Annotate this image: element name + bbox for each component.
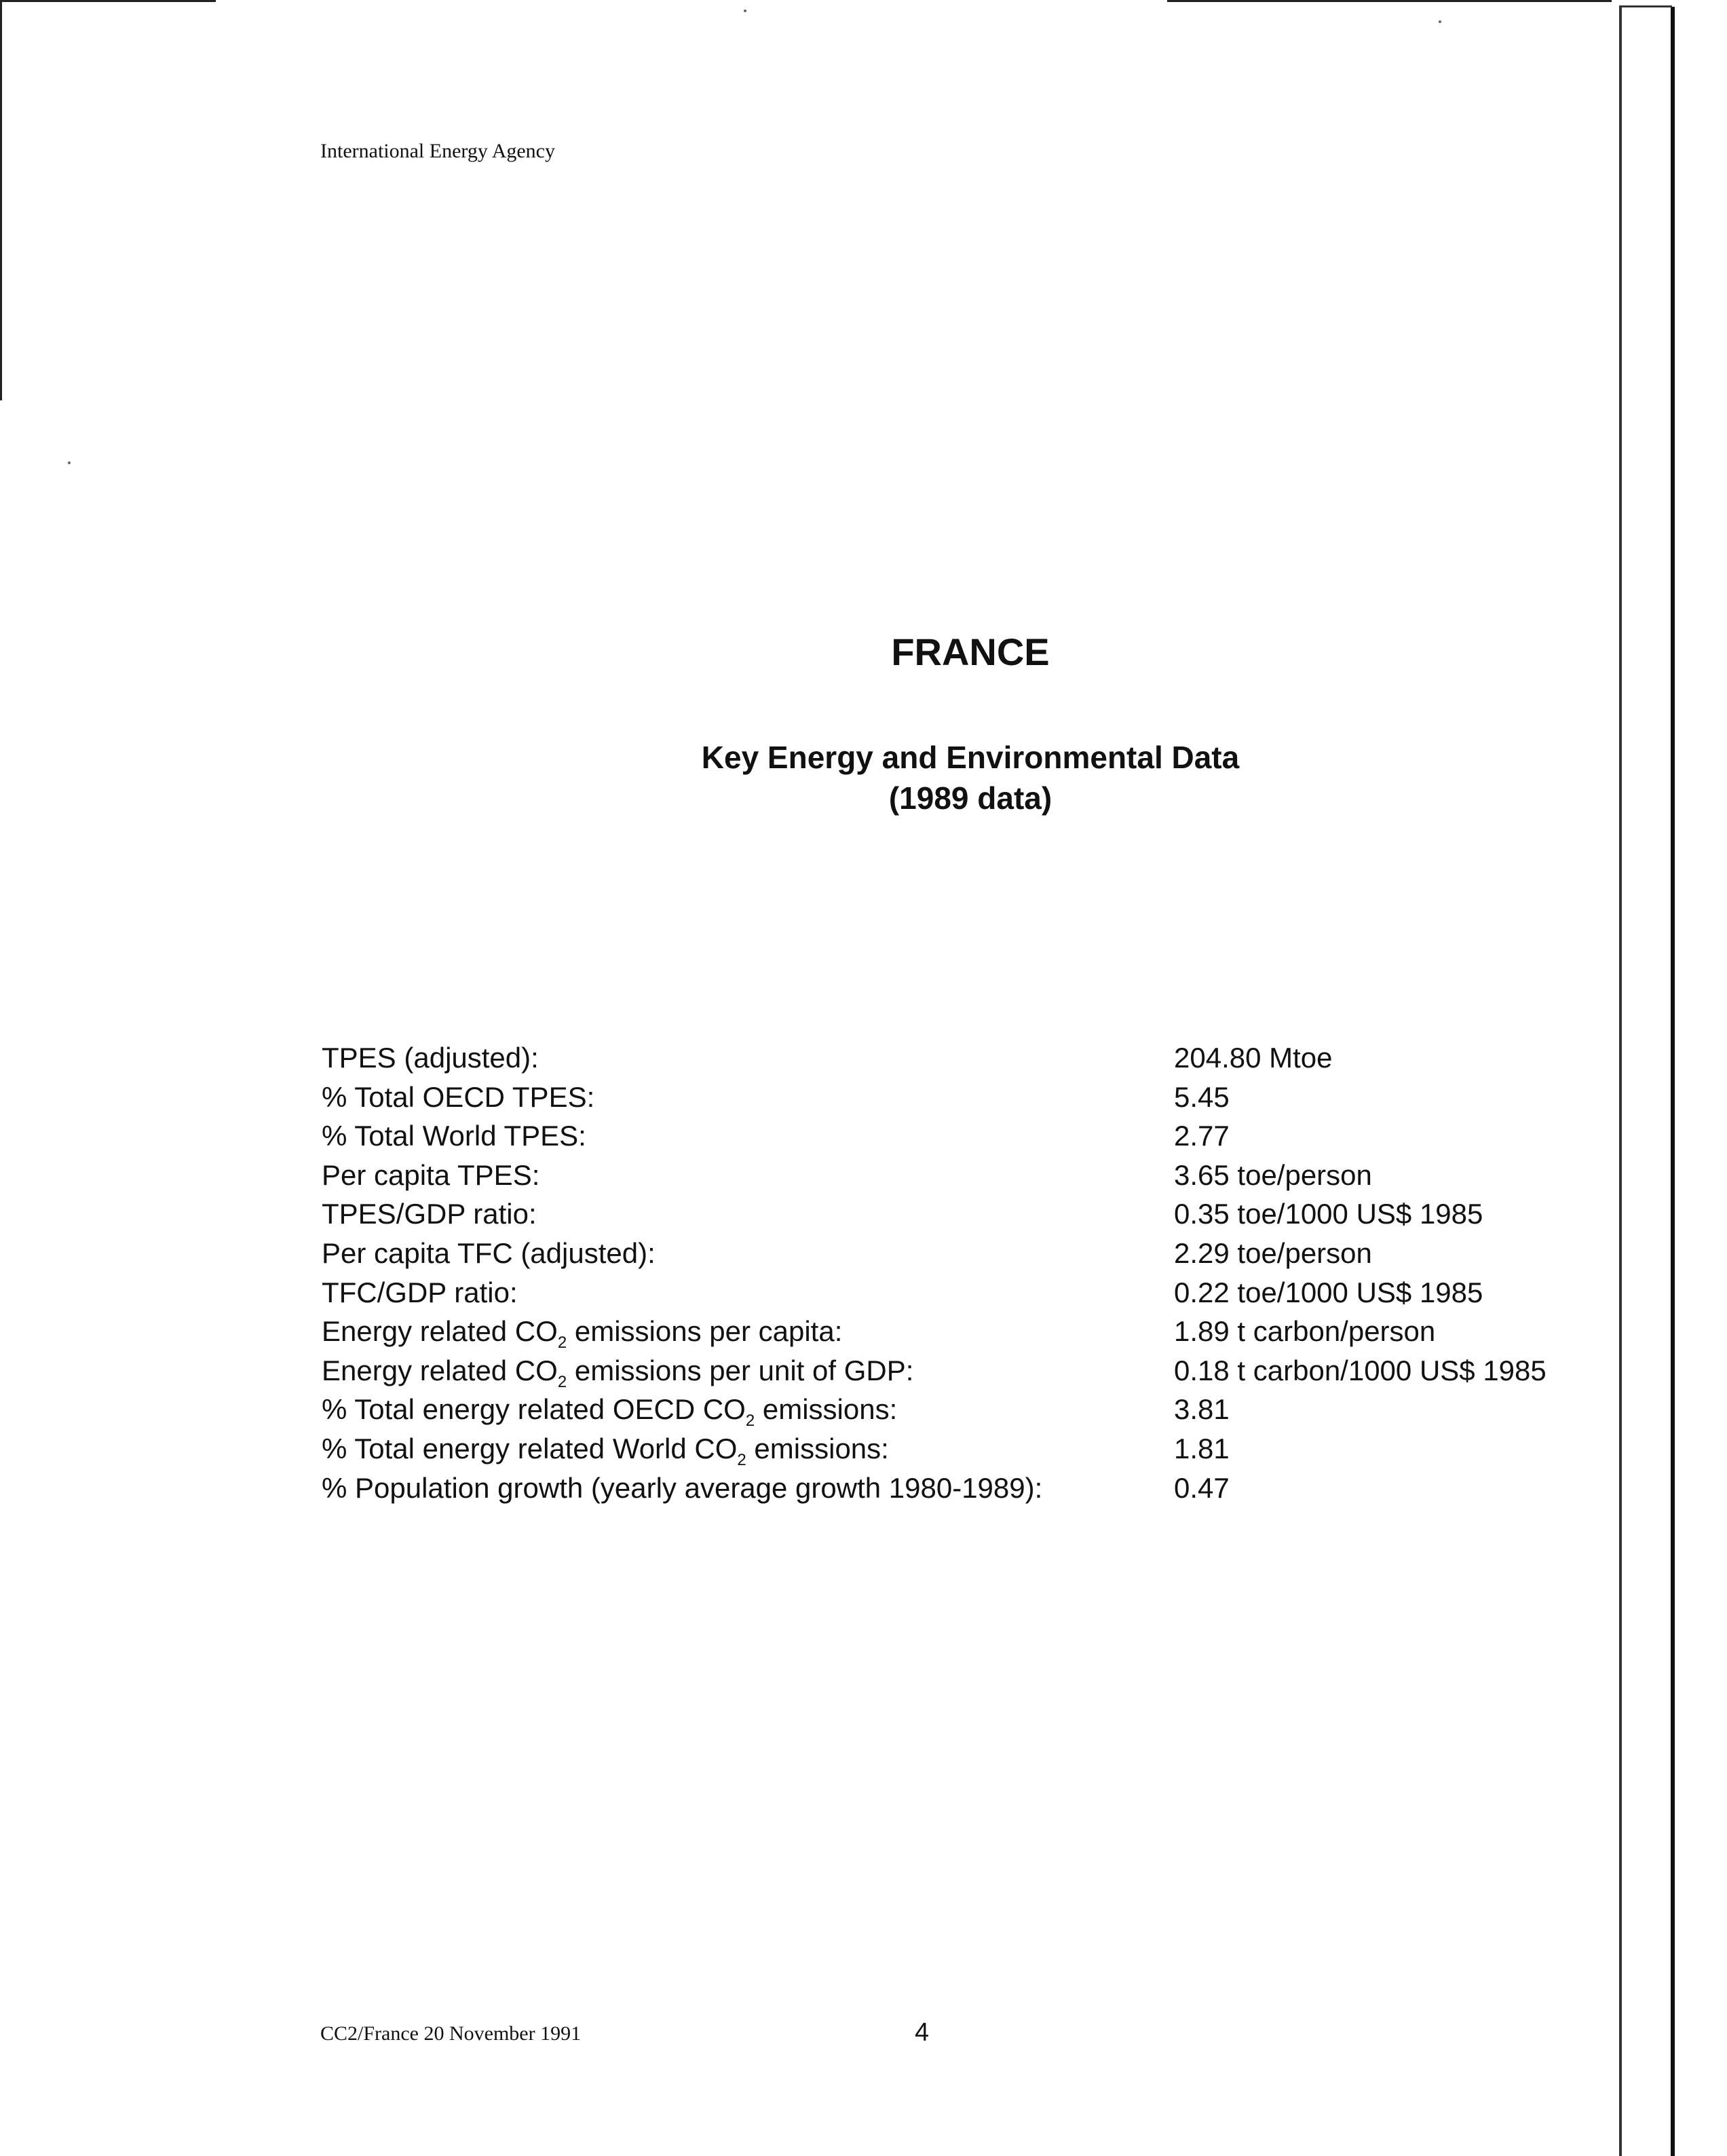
subtitle-line-1: Key Energy and Environmental Data	[701, 740, 1240, 775]
row-value: 5.45	[1174, 1080, 1230, 1113]
label-text: emissions per capita:	[567, 1315, 843, 1348]
scan-speck	[1439, 20, 1441, 23]
label-text: emissions:	[755, 1393, 898, 1426]
row-label	[322, 1390, 897, 1429]
label-text: emissions per unit of GDP:	[567, 1354, 914, 1386]
row-value: 3.81	[1174, 1393, 1230, 1426]
page-number: 4	[915, 2018, 930, 2047]
row-label: % Total World TPES:	[322, 1120, 586, 1152]
label-text: Energy related CO	[322, 1354, 558, 1386]
scan-right-binding-edge	[1619, 5, 1622, 2156]
row-value: 1.81	[1174, 1432, 1230, 1464]
label-text: emissions:	[746, 1432, 889, 1464]
scan-left-edge-line	[0, 0, 2, 400]
row-value: 204.80 Mtoe	[1174, 1042, 1333, 1074]
scan-speck	[744, 10, 746, 12]
label-text: % Total energy related World CO	[322, 1432, 738, 1464]
document-subtitle	[597, 737, 1344, 818]
row-label: Per capita TPES:	[322, 1158, 540, 1191]
row-value: 0.22 toe/1000 US$ 1985	[1174, 1276, 1483, 1308]
row-label	[322, 1429, 889, 1469]
row-value: 2.29 toe/person	[1174, 1236, 1372, 1269]
row-value: 0.18 t carbon/1000 US$ 1985	[1174, 1354, 1546, 1386]
subscript: 2	[737, 1450, 746, 1469]
row-value: 3.65 toe/person	[1174, 1158, 1372, 1191]
row-label: % Population growth (yearly average growth 1980-1989):	[322, 1471, 1043, 1504]
row-value: 0.47	[1174, 1471, 1230, 1504]
subtitle-line-2: (1989 data)	[888, 780, 1052, 816]
label-text: Energy related CO	[322, 1315, 558, 1348]
scan-speck	[68, 461, 71, 464]
row-value: 0.35 toe/1000 US$ 1985	[1174, 1198, 1483, 1230]
agency-name: International Energy Agency	[320, 140, 555, 162]
row-label	[322, 1312, 842, 1351]
row-label: Per capita TFC (adjusted):	[322, 1236, 656, 1269]
row-label: % Total OECD TPES:	[322, 1080, 595, 1113]
subscript: 2	[745, 1412, 755, 1431]
row-label	[322, 1351, 913, 1391]
footer-reference: CC2/France 20 November 1991	[320, 2022, 582, 2045]
row-label: TFC/GDP ratio:	[322, 1276, 518, 1308]
subscript: 2	[557, 1334, 567, 1353]
row-value: 1.89 t carbon/person	[1174, 1315, 1436, 1348]
scan-right-binding-edge-thick	[1671, 7, 1675, 2156]
subscript: 2	[557, 1372, 567, 1391]
document-title: FRANCE	[891, 630, 1050, 673]
scan-top-edge-line-right	[1167, 0, 1612, 2]
scan-binding-corner	[1622, 5, 1672, 7]
row-label: TPES (adjusted):	[322, 1042, 539, 1074]
scan-top-edge-line-left	[0, 0, 216, 2]
row-label: TPES/GDP ratio:	[322, 1198, 537, 1230]
row-value: 2.77	[1174, 1120, 1230, 1152]
label-text: % Total energy related OECD CO	[322, 1393, 746, 1426]
